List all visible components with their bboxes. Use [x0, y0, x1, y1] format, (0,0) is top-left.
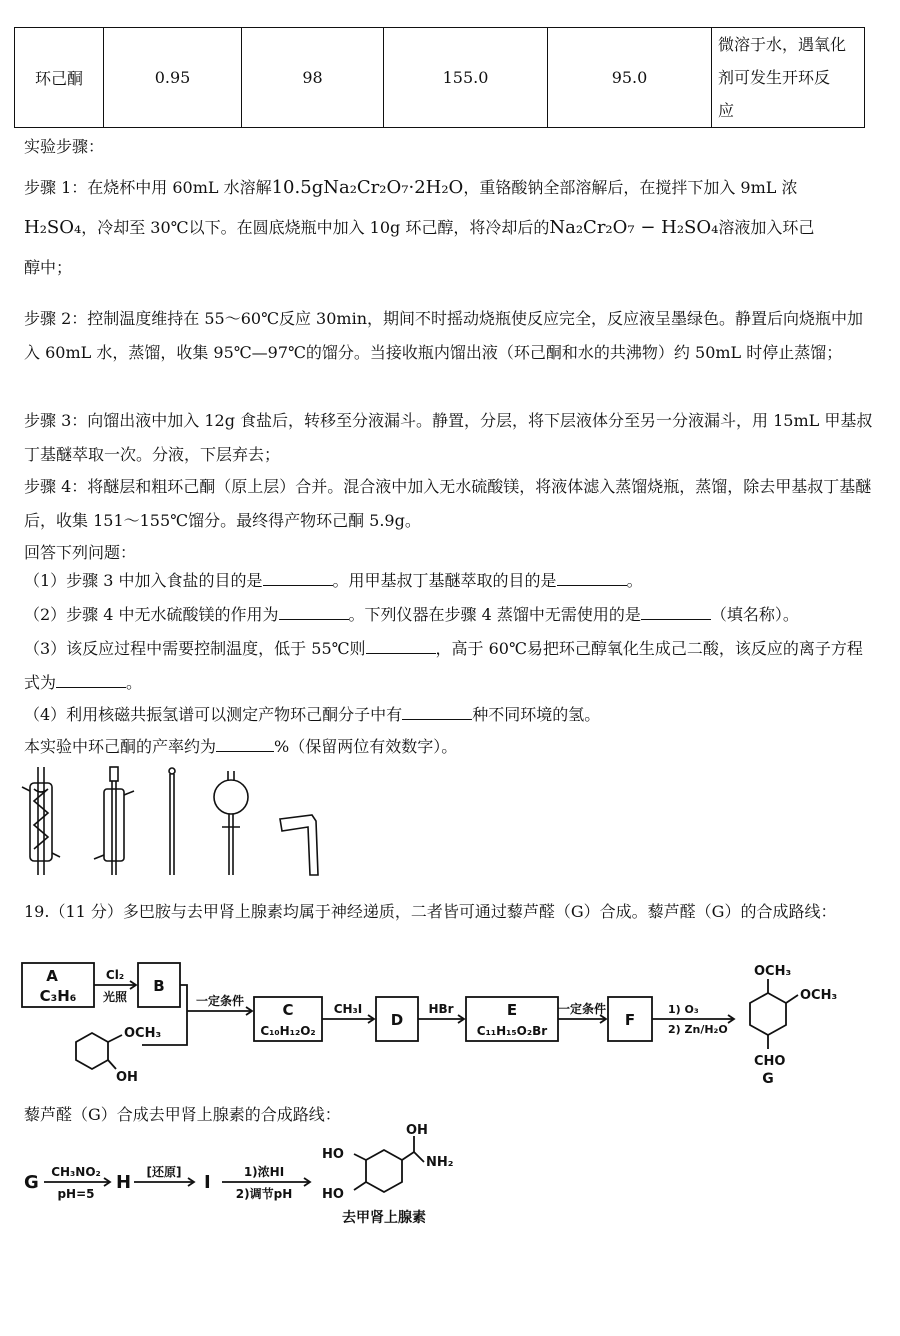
table-cell: 环己酮 [15, 28, 104, 128]
question-3 [24, 632, 874, 700]
g-och3-right: OCH₃ [800, 988, 838, 1003]
note-line: 应 [718, 101, 735, 120]
answer-blank[interactable] [56, 687, 126, 688]
allihn-condenser-icon [22, 767, 60, 875]
cond-i-2: 2)调节pH [235, 1187, 293, 1201]
route2-i: I [204, 1172, 211, 1193]
cond-ab-top: Cl₂ [105, 968, 125, 982]
route2-h: H [116, 1172, 132, 1193]
label-f: F [624, 1011, 636, 1029]
question-2 [24, 598, 874, 632]
formula-e: C₁₁H₁₅O₂Br [476, 1024, 548, 1038]
text-run: （4）利用核磁共振氢谱可以测定产物环己酮分子中有 [24, 705, 403, 724]
question-19: 19.（11 分）多巴胺与去甲肾上腺素均属于神经递质，二者皆可通过藜芦醛（G）合成。藜芦醛（G）的合成路线： [24, 902, 837, 921]
answer-blank[interactable] [263, 585, 333, 586]
separatory-funnel-icon [214, 771, 248, 875]
cond-gh-bottom: pH=5 [57, 1187, 95, 1201]
text-run: %（保留两位有效数字）。 [274, 737, 458, 756]
question-4 [24, 698, 874, 732]
table-note-cell [712, 28, 865, 128]
text-run: ，冷却至 30℃以下。在圆底烧瓶中加入 10g 环己醇，将冷却后的 [81, 218, 550, 237]
answer-blank[interactable] [557, 585, 627, 586]
cond-hi: [还原] [146, 1165, 182, 1179]
answer-blank[interactable] [402, 719, 472, 720]
section-title: 实验步骤： [24, 137, 105, 156]
route-2-title: 藜芦醛（G）合成去甲肾上腺素的合成路线： [24, 1105, 341, 1124]
cond-cd: CH₃I [333, 1002, 363, 1016]
benzene-ring-icon [76, 1033, 108, 1069]
cond-ab-bottom: 光照 [102, 990, 128, 1004]
cond-i-1: 1)浓HI [243, 1165, 285, 1179]
table-row [15, 28, 865, 128]
question-5 [24, 730, 874, 764]
cond-ef: 一定条件 [557, 1002, 607, 1016]
benzene-ring-icon [366, 1150, 402, 1192]
text-run: （3）该反应过程中需要控制温度，低于 55℃则 [24, 639, 366, 658]
product-oh: OH [406, 1123, 428, 1138]
label-a: A [46, 967, 58, 985]
guaiacol-och3: OCH₃ [124, 1026, 162, 1041]
step-1 [24, 168, 874, 288]
text-run: 本实验中环己酮的产率约为 [24, 737, 217, 756]
text-run: ，重铬酸钠全部溶解后，在搅拌下加入 9mL 浓 [463, 178, 798, 197]
answer-blank[interactable] [216, 751, 274, 752]
formula: Na₂Cr₂O₇ − H₂SO₄ [549, 217, 719, 238]
cond-fg-2: 2) Zn/H₂O [668, 1023, 728, 1036]
synthesis-route-2 [14, 1122, 474, 1232]
g-cho: CHO [754, 1054, 786, 1069]
label-e: E [506, 1001, 518, 1019]
adapter-icon [280, 815, 318, 875]
formula: 10.5gNa₂Cr₂O₇·2H₂O [271, 177, 464, 198]
g-och3-top: OCH₃ [754, 964, 792, 979]
thermometer-icon [169, 768, 175, 875]
text-run: 步骤 1：在烧杯中用 60mL 水溶解 [24, 178, 272, 197]
cond-de: HBr [428, 1002, 454, 1016]
table-cell: 155.0 [384, 28, 548, 128]
answer-title: 回答下列问题： [24, 543, 137, 562]
cond-bc: 一定条件 [195, 994, 245, 1008]
label-c: C [282, 1001, 294, 1019]
table-cell: 98 [242, 28, 384, 128]
text-run: ，高于 60℃易把环己醇氧化生成己二酸，该反应的离子方程式为 [24, 639, 863, 692]
apparatus-figure [18, 765, 348, 885]
text-run: 醇中； [24, 258, 73, 277]
text-run: 。 [626, 571, 643, 590]
product-name: 去甲肾上腺素 [342, 1210, 426, 1226]
synthesis-route-1 [12, 955, 852, 1095]
step-3: 步骤 3：向馏出液中加入 12g 食盐后，转移至分液漏斗。静置，分层，将下层液体分至另一分液漏斗，用 15mL 甲基叔丁基醚萃取一次。分液，下层弃去； [24, 411, 873, 464]
text-run: 。 [126, 673, 143, 692]
text-run: （填名称）。 [710, 605, 799, 624]
formula-a: C₃H₆ [39, 987, 77, 1005]
cond-fg-1: 1) O₃ [668, 1003, 699, 1016]
product-ho-2: HO [322, 1187, 344, 1202]
text-run: （2）步骤 4 中无水硫酸镁的作用为 [24, 605, 279, 624]
note-line: 剂可发生开环反 [718, 68, 831, 87]
label-d: D [390, 1011, 404, 1029]
text-run: 。用甲基叔丁基醚萃取的目的是 [332, 571, 557, 590]
text-run: 种不同环境的氢。 [472, 705, 601, 724]
formula: H₂SO₄ [24, 217, 82, 238]
answer-blank[interactable] [366, 653, 436, 654]
west-condenser-icon [94, 767, 134, 875]
property-table [14, 27, 865, 128]
g-label: G [762, 1071, 774, 1087]
step-4: 步骤 4：将醚层和粗环己酮（原上层）合并。混合液中加入无水硫酸镁，将液体滤入蒸馏烧瓶，蒸馏，除去甲基叔丁基醚后，收集 151～155℃馏分。最终得产物环己酮 5.9g。 [24, 477, 872, 530]
formula-c: C₁₀H₁₂O₂ [260, 1024, 316, 1038]
text-run: （1）步骤 3 中加入食盐的目的是 [24, 571, 263, 590]
note-line: 微溶于水，遇氧化 [718, 35, 847, 54]
text-run: 。下列仪器在步骤 4 蒸馏中无需使用的是 [348, 605, 641, 624]
label-b: B [153, 977, 165, 995]
table-cell: 0.95 [104, 28, 242, 128]
product-ho-1: HO [322, 1147, 344, 1162]
step-2: 步骤 2：控制温度维持在 55～60℃反应 30min，期间不时摇动烧瓶使反应完全，反应液呈墨绿色。静置后向烧瓶中加入 60mL 水，蒸馏，收集 95℃—97℃的馏分。当接收瓶内馏出液（环己酮和水的共沸物）约 50mL 时停止蒸馏； [24, 309, 864, 362]
cond-gh-top: CH₃NO₂ [51, 1165, 101, 1179]
answer-blank[interactable] [641, 619, 711, 620]
text-run: 溶液加入环己 [718, 218, 815, 237]
answer-blank[interactable] [279, 619, 349, 620]
table-cell: 95.0 [548, 28, 712, 128]
question-1 [24, 564, 874, 598]
guaiacol-oh: OH [116, 1070, 138, 1085]
route2-g: G [24, 1172, 39, 1193]
product-nh2: NH₂ [426, 1155, 454, 1170]
benzene-ring-icon [750, 993, 786, 1035]
